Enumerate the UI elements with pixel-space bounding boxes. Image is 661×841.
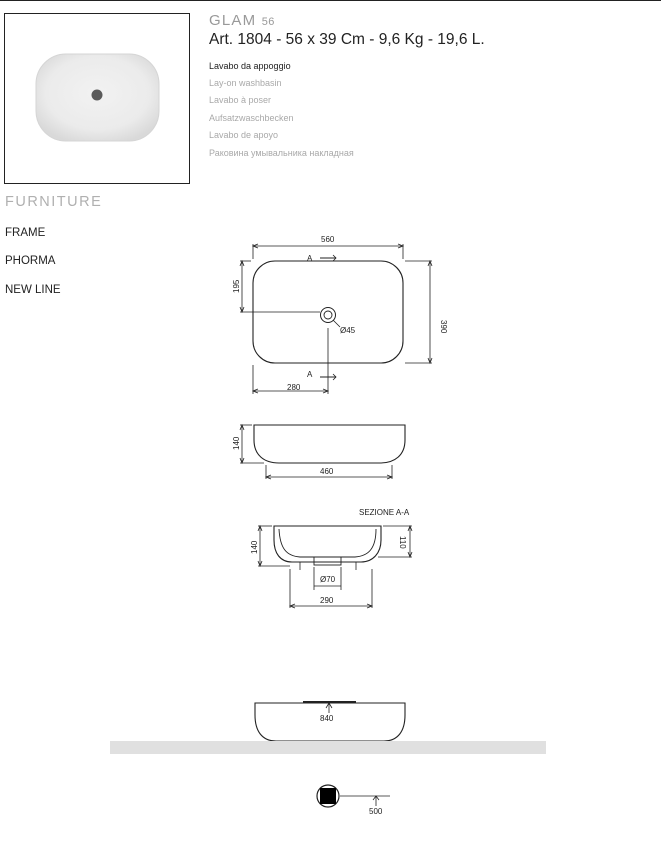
description-russian: Раковина умывальника накладная [209,148,354,158]
dim-offset-label: 280 [287,383,301,392]
description-italian: Lavabo da appoggio [209,61,291,71]
section-inner-depth-label: 110 [398,536,407,549]
dim-half-depth-label: 195 [232,279,241,293]
model-size: 56 [261,16,275,28]
description-german: Aufsatzwaschbecken [209,113,294,123]
model-name: GLAM [209,12,257,29]
drain-diameter-label: Ø45 [340,326,356,335]
article-spec: Art. 1804 - 56 x 39 Cm - 9,6 Kg - 19,6 L. [209,31,485,48]
section-title: SEZIONE A-A [359,508,410,517]
description-french: Lavabo à poser [209,95,272,105]
dim-width-label: 560 [321,235,335,244]
section-drain-label: Ø70 [320,575,336,584]
description-spanish: Lavabo de apoyo [209,130,279,140]
dim-height-label: 140 [232,436,241,450]
section-marker-bottom: A [307,370,313,379]
nav-item-phorma[interactable]: PHORMA [5,255,56,267]
section-height-label: 140 [250,540,259,554]
nav-item-frame[interactable]: FRAME [5,227,46,239]
mount-height-label: 840 [320,714,334,723]
dim-depth-label: 390 [439,320,448,334]
section-base-width-label: 290 [320,596,334,605]
category-heading: FURNITURE [5,194,103,210]
section-marker-top: A [307,254,313,263]
description-english: Lay-on washbasin [209,78,282,88]
dim-base-width-label: 460 [320,467,334,476]
nav-item-new-line[interactable]: NEW LINE [5,284,61,296]
min-depth-label: 500 [369,807,383,816]
